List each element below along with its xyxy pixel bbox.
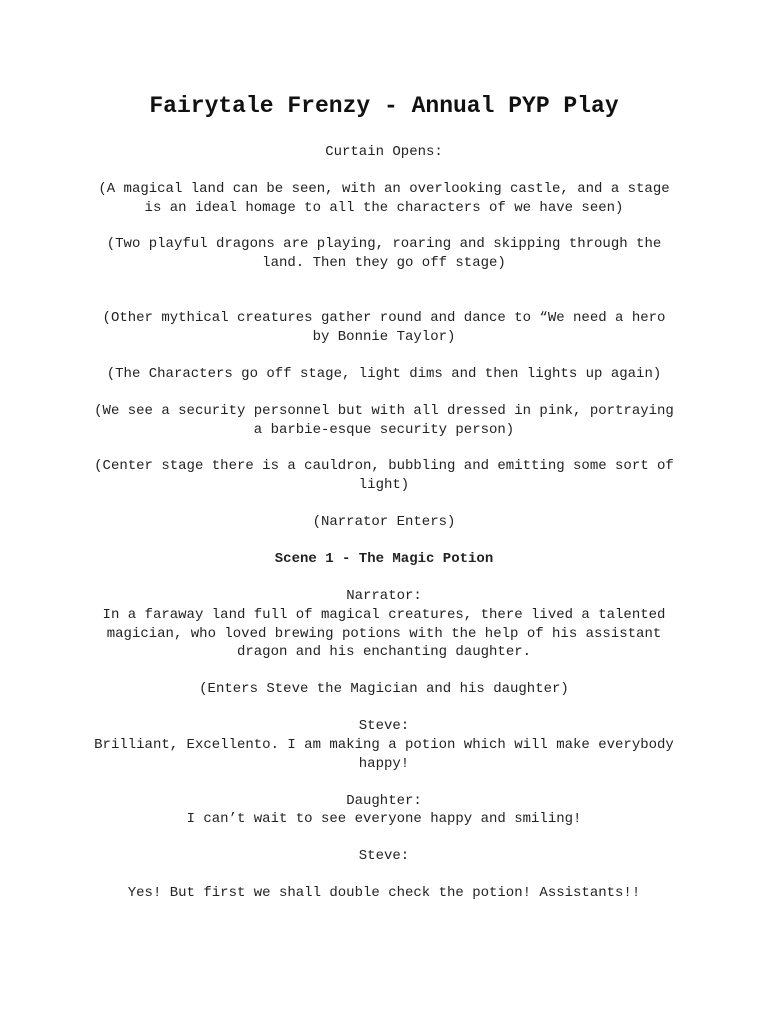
stage-direction-2-line-1: (Two playful dragons are playing, roaring and skipping through the <box>106 236 662 252</box>
stage-direction-3 <box>84 309 684 346</box>
steve-dialogue-2: Yes! But first we shall double check the potion! Assistants!! <box>127 885 641 901</box>
narrator-dialogue-line-3: dragon and his enchanting daughter. <box>236 644 532 660</box>
stage-direction-6-line-1: (Center stage there is a cauldron, bubbling and emitting some sort of <box>94 458 674 474</box>
steve-name-1: Steve: <box>358 718 410 734</box>
steve-dialogue-1-line-1: Brilliant, Excellento. I am making a potion which will make everybody <box>94 737 674 753</box>
scene-heading: Scene 1 - The Magic Potion <box>274 551 494 567</box>
stage-direction-5 <box>84 402 684 439</box>
narrator-dialogue-line-1: In a faraway land full of magical creatures, there lived a talented <box>102 607 666 623</box>
stage-direction-3-line-2: by Bonnie Taylor) <box>312 328 456 345</box>
stage-direction-2 <box>84 235 684 272</box>
stage-direction-3-line-1: (Other mythical creatures gather round and dance to “We need a hero <box>102 310 666 326</box>
stage-direction-1-line-2: is an ideal homage to all the characters of we have seen) <box>144 199 624 216</box>
stage-direction-1 <box>84 180 684 217</box>
steve-dialogue-1-line-2: happy! <box>358 755 410 772</box>
stage-direction-8: (Enters Steve the Magician and his daughter) <box>199 681 569 697</box>
daughter-dialogue: I can’t wait to see everyone happy and smiling! <box>186 811 582 827</box>
stage-direction-6-line-2: light) <box>358 476 410 493</box>
stage-direction-2-line-2: land. Then they go off stage) <box>262 254 506 271</box>
steve-dialogue-1 <box>84 736 684 773</box>
curtain-direction: Curtain Opens: <box>325 144 443 160</box>
stage-direction-7: (Narrator Enters) <box>312 514 456 530</box>
narrator-dialogue-line-2: magician, who loved brewing potions with the help of his assistant <box>106 625 662 642</box>
document-title: Fairytale Frenzy - Annual PYP Play <box>149 93 619 119</box>
narrator-name: Narrator: <box>346 588 422 604</box>
stage-direction-5-line-1: (We see a security personnel but with all dressed in pink, portraying <box>94 403 674 419</box>
stage-direction-4: (The Characters go off stage, light dims and then lights up again) <box>106 366 662 382</box>
stage-direction-5-line-2: a barbie-esque security person) <box>253 421 515 438</box>
daughter-name: Daughter: <box>346 793 422 809</box>
stage-direction-1-line-1: (A magical land can be seen, with an overlooking castle, and a stage <box>98 181 670 197</box>
narrator-dialogue <box>84 606 684 662</box>
stage-direction-6 <box>84 457 684 494</box>
steve-name-2: Steve: <box>358 848 410 864</box>
